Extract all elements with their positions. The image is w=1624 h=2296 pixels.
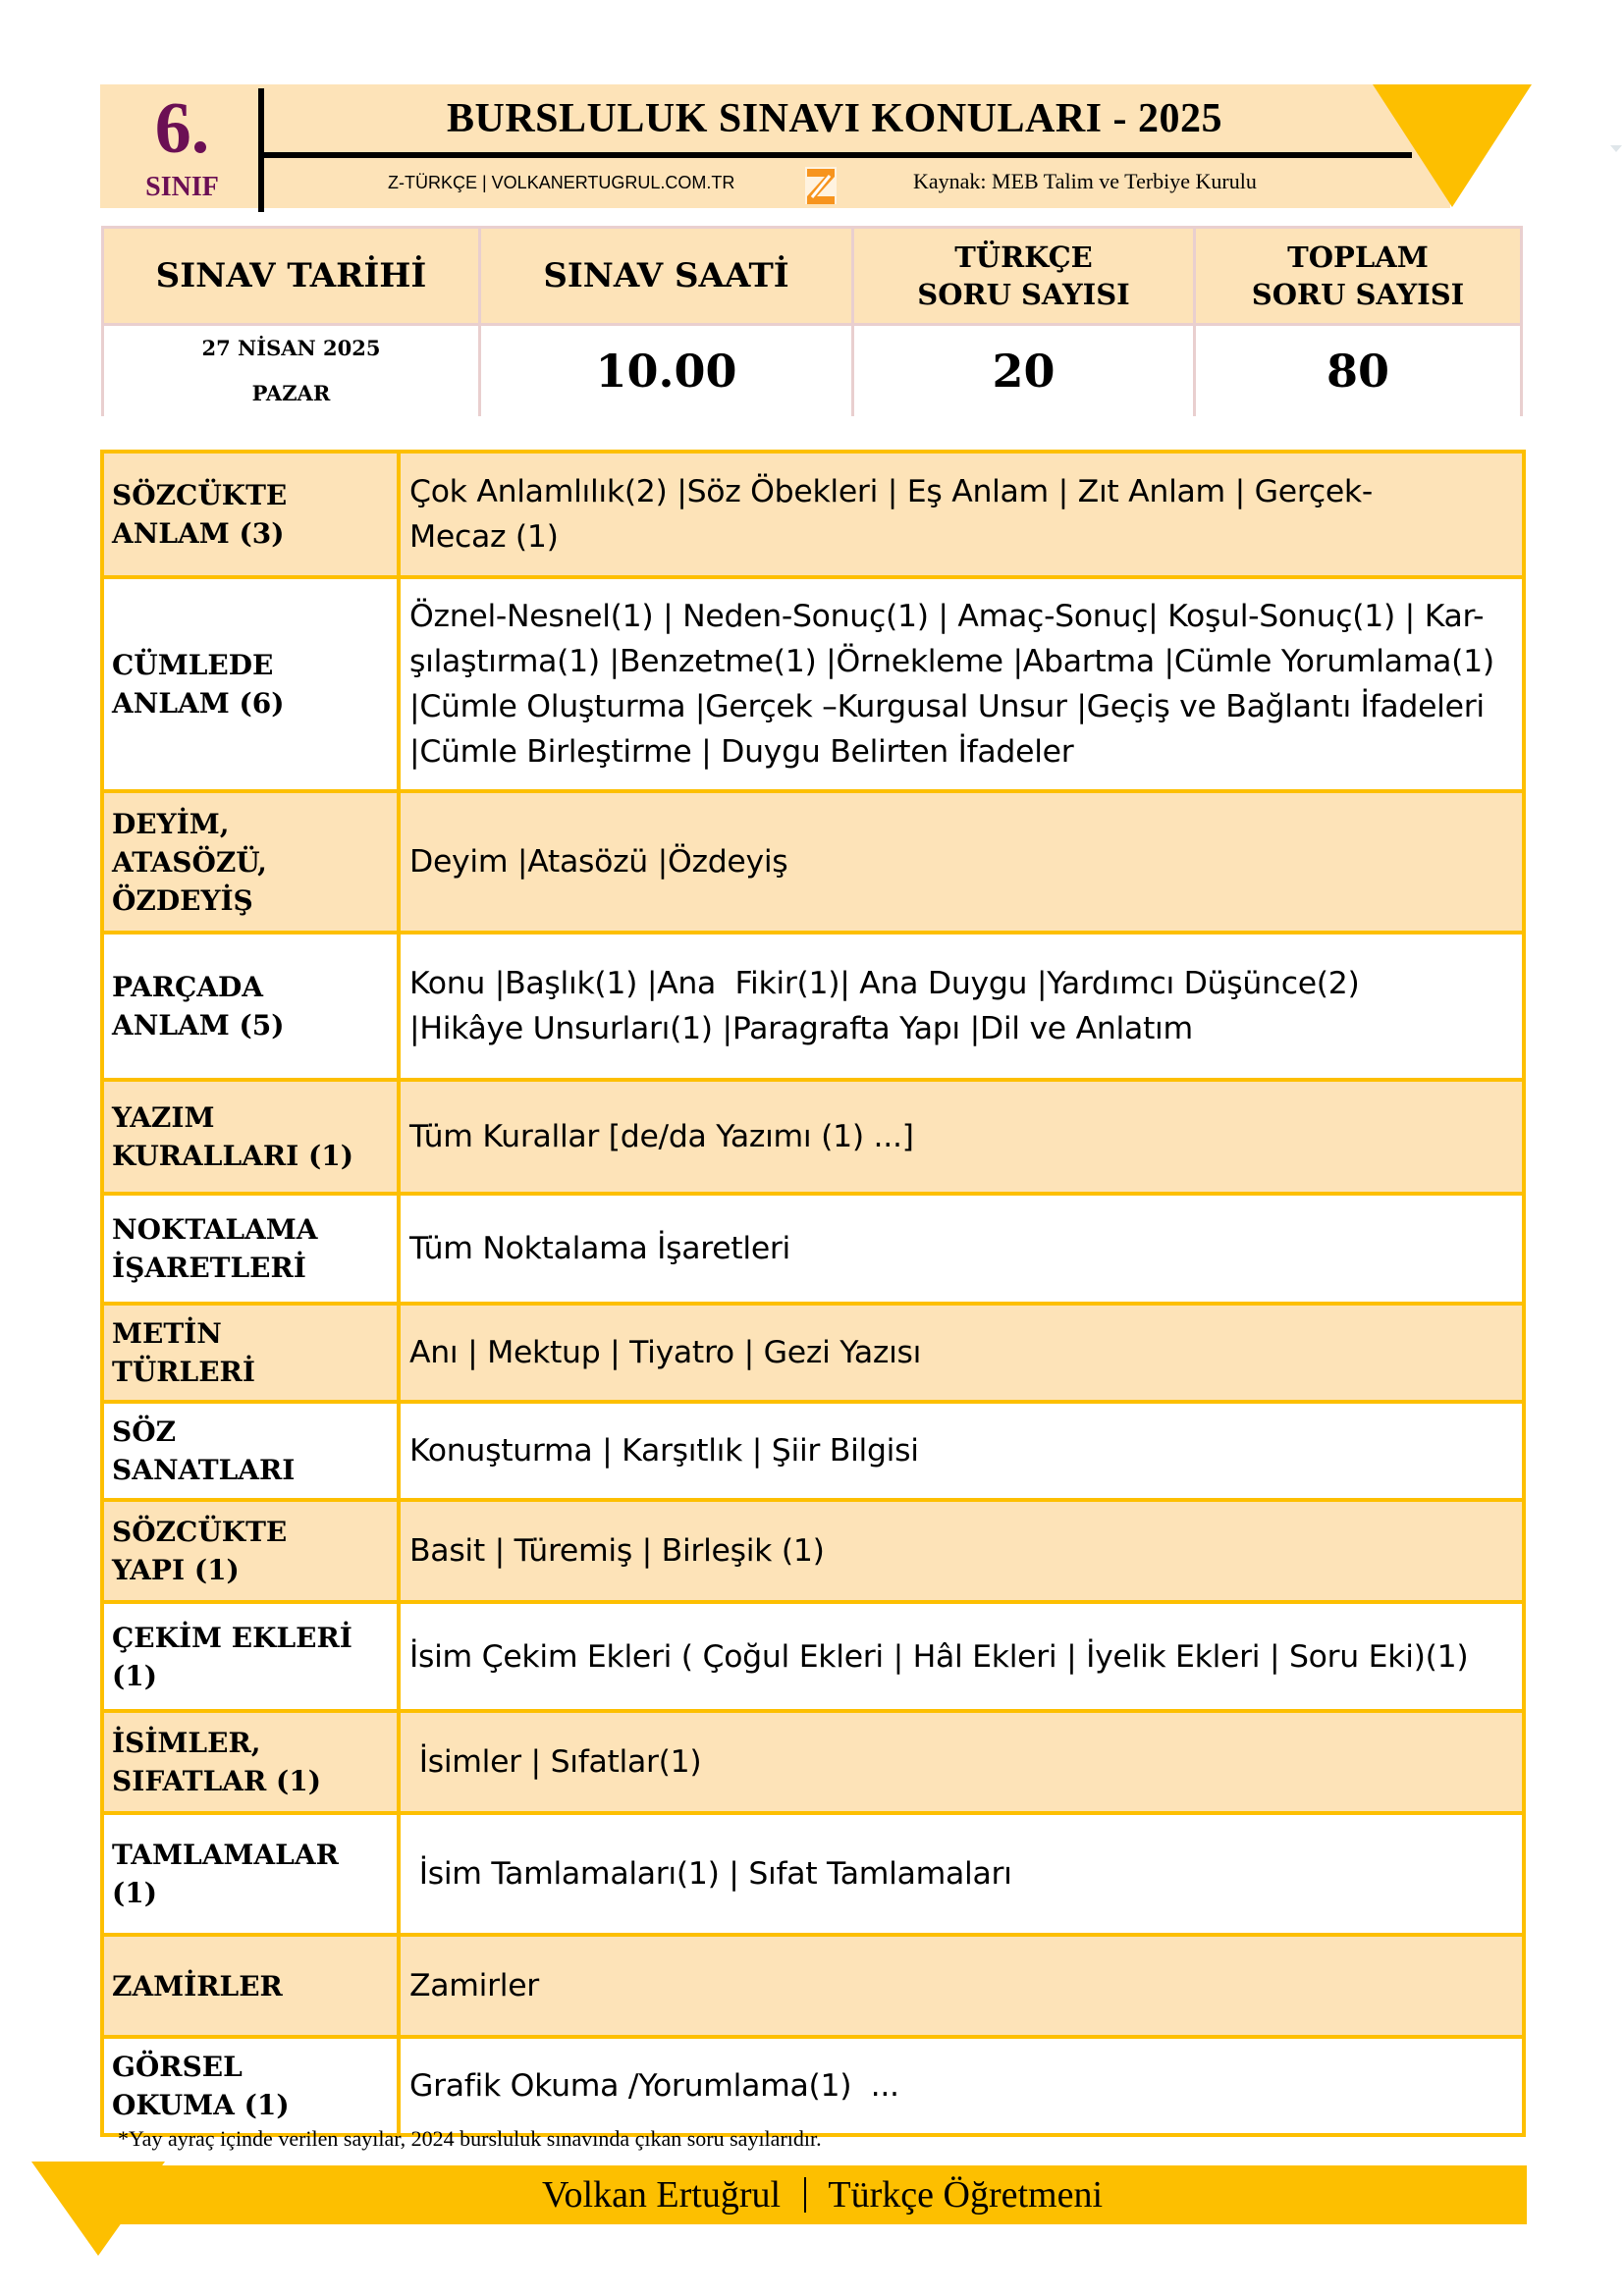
topic-content-lines [409, 2063, 899, 2109]
exam-day-value: PAZAR [251, 381, 331, 405]
topic-category-line: (1) [112, 1877, 157, 1909]
topic-category-line: TAMLAMALAR [112, 1839, 339, 1871]
topic-category [104, 1713, 401, 1811]
topic-content-line: Tüm Noktalama İşaretleri [409, 1231, 790, 1266]
topic-category [104, 1937, 401, 2035]
turkish-questions-header-line1: TÜRKÇE [954, 240, 1093, 274]
exam-time-cell [481, 326, 851, 416]
author-role: Türkçe Öğretmeni [828, 2174, 1104, 2216]
topic-row [104, 1709, 1522, 1811]
topic-category-line: İSİMLER, [112, 1727, 261, 1759]
exam-date-header-label: SINAV TARİHİ [155, 256, 427, 295]
topic-category [104, 1502, 401, 1600]
topic-content [401, 1196, 1522, 1302]
turkish-questions-cell [854, 326, 1193, 416]
topic-content [401, 2039, 1522, 2133]
header-triangle-decoration [1373, 84, 1532, 207]
exam-info-table [101, 226, 1523, 416]
corner-mark-icon [1610, 145, 1622, 152]
page-title: BURSLULUK SINAVI KONULARI - 2025 [446, 96, 1223, 141]
topic-content [401, 1815, 1522, 1933]
topic-category [104, 1196, 401, 1302]
topic-content-lines [409, 469, 1373, 560]
total-questions-cell [1196, 326, 1520, 416]
topic-content-lines [409, 1739, 701, 1785]
topic-category [104, 934, 401, 1078]
topic-category-line: ZAMİRLER [112, 1969, 283, 2002]
topic-content-lines [409, 1634, 1468, 1680]
topic-content [401, 1937, 1522, 2035]
author-name: Volkan Ertuğrul [541, 2174, 782, 2216]
topic-category [104, 2039, 401, 2133]
topic-content-line: Anı | Mektup | Tiyatro | Gezi Yazısı [409, 1335, 922, 1370]
footer-separator [804, 2177, 806, 2213]
topic-category-line: PARÇADA [112, 971, 264, 1003]
topic-category-line: SÖZCÜKTE [112, 1516, 288, 1548]
topic-content [401, 1306, 1522, 1400]
topic-category-line: OKUMA (1) [112, 2089, 290, 2121]
topic-content-lines [409, 594, 1494, 774]
topic-category-line: SÖZCÜKTE [112, 479, 288, 511]
grade-number: 6. [154, 88, 210, 169]
topic-content-line: |Cümle Birleştirme | Duygu Belirten İfadeler [409, 734, 1074, 770]
exam-time-header-label: SINAV SAATİ [543, 256, 789, 295]
topic-category [104, 579, 401, 789]
topic-category [104, 793, 401, 931]
topic-row [104, 1192, 1522, 1302]
footer-credit [118, 2165, 1527, 2224]
topic-category-line: ANLAM (3) [112, 517, 285, 550]
topic-content [401, 579, 1522, 789]
topic-category-line: İŞARETLERİ [112, 1252, 306, 1284]
topic-category-line: CÜMLEDE [112, 649, 274, 681]
topic-category-line: DEYİM, [112, 807, 230, 840]
total-questions-value: 80 [1326, 345, 1389, 398]
exam-time-value: 10.00 [595, 345, 737, 398]
topic-content-lines [409, 1851, 1012, 1896]
topic-row [104, 1498, 1522, 1600]
topic-content [401, 454, 1522, 575]
topic-content [401, 1082, 1522, 1192]
topic-row [104, 1811, 1522, 1933]
topic-category [104, 1815, 401, 1933]
turkish-questions-header-line2: SORU SAYISI [917, 278, 1130, 311]
topic-content-lines [409, 1428, 919, 1473]
exam-date-header [104, 229, 478, 323]
topic-content [401, 1502, 1522, 1600]
topic-content [401, 1604, 1522, 1709]
topic-row [104, 1933, 1522, 2035]
topic-category-line: SANATLARI [112, 1454, 296, 1486]
topic-content-lines [409, 1226, 790, 1271]
topic-content-line: Basit | Türemiş | Birleşik (1) [409, 1533, 825, 1569]
topic-category-line: YAZIM [112, 1101, 215, 1134]
topic-category-line: SÖZ [112, 1415, 177, 1448]
topic-content-line: Zamirler [409, 1968, 539, 2003]
topic-row [104, 575, 1522, 789]
topic-category [104, 1082, 401, 1192]
exam-time-header [481, 229, 851, 323]
topic-content-line: Konu |Başlık(1) |Ana Fikir(1)| Ana Duygu |Yardımcı Düşünce(2) [409, 966, 1360, 1001]
topic-category-line: ÇEKİM EKLERİ [112, 1621, 352, 1654]
topic-category-line: ANLAM (5) [112, 1009, 285, 1041]
turkish-questions-header [854, 229, 1193, 323]
topic-category-line: ATASÖZÜ, [112, 845, 267, 879]
topic-category-line: (1) [112, 1659, 157, 1692]
topic-row [104, 1600, 1522, 1709]
topic-content [401, 793, 1522, 931]
header-divider-vertical [258, 88, 264, 212]
topic-category-line: YAPI (1) [112, 1554, 240, 1586]
topic-content-line: |Hikâye Unsurları(1) |Paragrafta Yapı |Dil ve Anlatım [409, 1011, 1193, 1046]
topic-content-line: İsimler | Sıfatlar(1) [409, 1744, 702, 1780]
topic-content-line: Mecaz (1) [409, 519, 559, 555]
grade-label: SINIF [145, 172, 219, 202]
topic-content-line: Grafik Okuma /Yorumlama(1) ... [409, 2068, 899, 2104]
topic-content-line: Deyim |Atasözü |Özdeyiş [409, 844, 788, 880]
topic-row [104, 1078, 1522, 1192]
topics-table [100, 450, 1526, 2137]
topic-content-lines [409, 839, 787, 884]
exam-date-value: 27 NİSAN 2025 [201, 336, 381, 360]
footnote: *Yay ayraç içinde verilen sayılar, 2024 bursluluk sınavında çıkan soru sayılarıdır. [118, 2126, 822, 2151]
topic-row [104, 454, 1522, 575]
topic-row [104, 1302, 1522, 1400]
topic-content [401, 934, 1522, 1078]
total-questions-header [1196, 229, 1520, 323]
topic-category-line: NOKTALAMA [112, 1213, 318, 1246]
topic-category-line: ÖZDEYİŞ [112, 883, 253, 917]
topic-content-line: İsim Çekim Ekleri ( Çoğul Ekleri | Hâl Ekleri | İyelik Ekleri | Soru Eki)(1) [409, 1638, 1469, 1675]
total-questions-header-line2: SORU SAYISI [1251, 278, 1465, 311]
topic-category-line: METİN [112, 1317, 222, 1350]
topic-content-line: Öznel-Nesnel(1) | Neden-Sonuç(1) | Amaç-Sonuç| Koşul-Sonuç(1) | Kar- [409, 599, 1485, 634]
topic-content [401, 1404, 1522, 1498]
topic-category-line: TÜRLERİ [112, 1356, 255, 1388]
topic-content-line: İsim Tamlamaları(1) | Sıfat Tamlamaları [409, 1856, 1012, 1892]
z-turkce-logo-icon [803, 165, 839, 206]
topic-content-line: Konuşturma | Karşıtlık | Şiir Bilgisi [409, 1433, 919, 1468]
turkish-questions-value: 20 [992, 345, 1056, 398]
topic-content-lines [409, 1963, 539, 2008]
topic-content-lines [409, 1528, 825, 1574]
topic-category [104, 454, 401, 575]
topic-row [104, 931, 1522, 1078]
total-questions-header-line1: TOPLAM [1287, 240, 1429, 274]
topic-category-line: SIFATLAR (1) [112, 1765, 321, 1797]
topic-row [104, 789, 1522, 931]
topic-category [104, 1404, 401, 1498]
header-divider-horizontal [258, 152, 1412, 158]
topic-content-line: Tüm Kurallar [de/da Yazımı (1) ...] [409, 1119, 914, 1154]
topic-row [104, 1400, 1522, 1498]
topic-category-line: ANLAM (6) [112, 687, 285, 720]
topic-content-line: şılaştırma(1) |Benzetme(1) |Örnekleme |Abartma |Cümle Yorumlama(1) [409, 644, 1494, 679]
topic-row [104, 2035, 1522, 2133]
topic-content-line: Çok Anlamlılık(2) |Söz Öbekleri | Eş Anlam | Zıt Anlam | Gerçek- [409, 474, 1373, 509]
site-label: Z-TÜRKÇE | VOLKANERTUGRUL.COM.TR [388, 173, 735, 192]
topic-category [104, 1306, 401, 1400]
topic-content-lines [409, 1114, 914, 1159]
topic-content-line: |Cümle Oluşturma |Gerçek –Kurgusal Unsur |Geçiş ve Bağlantı İfadeleri [409, 689, 1485, 724]
topic-category [104, 1604, 401, 1709]
topic-content-lines [409, 1330, 921, 1375]
topic-category-line: GÖRSEL [112, 2051, 243, 2083]
exam-date-cell [104, 326, 478, 416]
source-label: Kaynak: MEB Talim ve Terbiye Kurulu [913, 169, 1257, 193]
topic-category-line: KURALLARI (1) [112, 1140, 353, 1172]
topic-content [401, 1713, 1522, 1811]
topic-content-lines [409, 961, 1360, 1051]
